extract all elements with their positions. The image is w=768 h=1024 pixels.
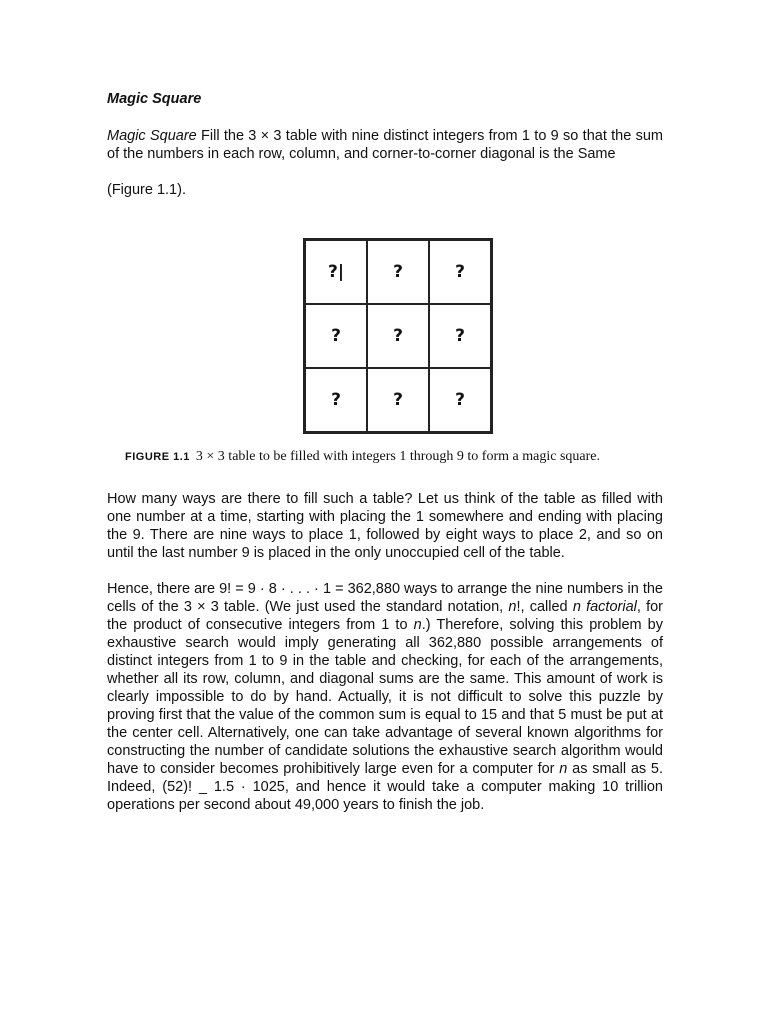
body-paragraph: How many ways are there to fill such a table? Let us think of the table as filled with one number at a time, starting with placing the 1 somewhere and ending with placing the 9. There are nine ways to place 1, followed by eight ways to place 2, and so on until the last number 9 is placed in the only unoccupied cell of the table.	[107, 491, 663, 561]
grid-cell: ?	[367, 240, 429, 304]
grid-cell: ?	[305, 304, 367, 368]
figure-reference: (Figure 1.1).	[107, 182, 186, 198]
text-run: Hence, there are 9! = 9 · 8 · . . . · 1 = 362,880 ways to arrange the nine numbers in the cells of the 3 × 3 table. (We just used the standard notation,	[107, 581, 663, 615]
intro-term: Magic Square	[107, 128, 197, 144]
page-title: Magic Square	[107, 91, 202, 107]
grid-cell: ?	[429, 304, 491, 368]
intro-text: Fill the 3 × 3 table with nine distinct integers from 1 to 9 so that the sum of the numbers in each row, column, and corner-to-corner diagonal is the Same	[107, 128, 663, 162]
text-run: .) Therefore, solving this problem by exhaustive search would imply generating all 362,880 possible arrangements of distinct integers from 1 to 9 in the table and checking, for each of the arrangements, whether all its row, column, and diagonal sums are the same. This amount of work is clearly impossible to do by hand. Actually, it is not difficult to solve this puzzle by proving first that the value of the common sum is equal to 15 and that 5 must be put at the center cell. Alternatively, one can take advantage of several known algorithms for constructing the number of candidate solutions the exhaustive search algorithm would have to consider becomes prohibitively large even for a computer for	[107, 617, 663, 777]
grid-cell: ?	[429, 240, 491, 304]
italic-n: n	[559, 761, 568, 777]
italic-n: n	[413, 617, 422, 633]
grid-cell: ?	[367, 304, 429, 368]
grid-cell: ?|	[305, 240, 367, 304]
text-run: as small as 5. Indeed, (52)! _ 1.5 · 1025, and hence it would take a computer making 10 trillion operations per second about 49,000 years to finish the job.	[107, 761, 664, 813]
italic-n: n	[508, 599, 517, 615]
italic-term: n factorial	[572, 599, 637, 615]
text-run: , for the product of consecutive integers from 1 to	[107, 599, 664, 633]
figure-label: FIGURE 1.1	[125, 451, 190, 463]
grid-cell: ?	[367, 368, 429, 432]
grid-cell: ?	[429, 368, 491, 432]
figure-caption-text: 3 × 3 table to be filled with integers 1 through 9 to form a magic square.	[195, 449, 600, 464]
grid-cell: ?	[305, 368, 367, 432]
text-run: !, called	[516, 599, 573, 615]
body-paragraph	[107, 580, 663, 814]
intro-paragraph	[107, 127, 663, 163]
magic-square-grid	[303, 238, 493, 434]
figure-caption	[125, 449, 685, 465]
